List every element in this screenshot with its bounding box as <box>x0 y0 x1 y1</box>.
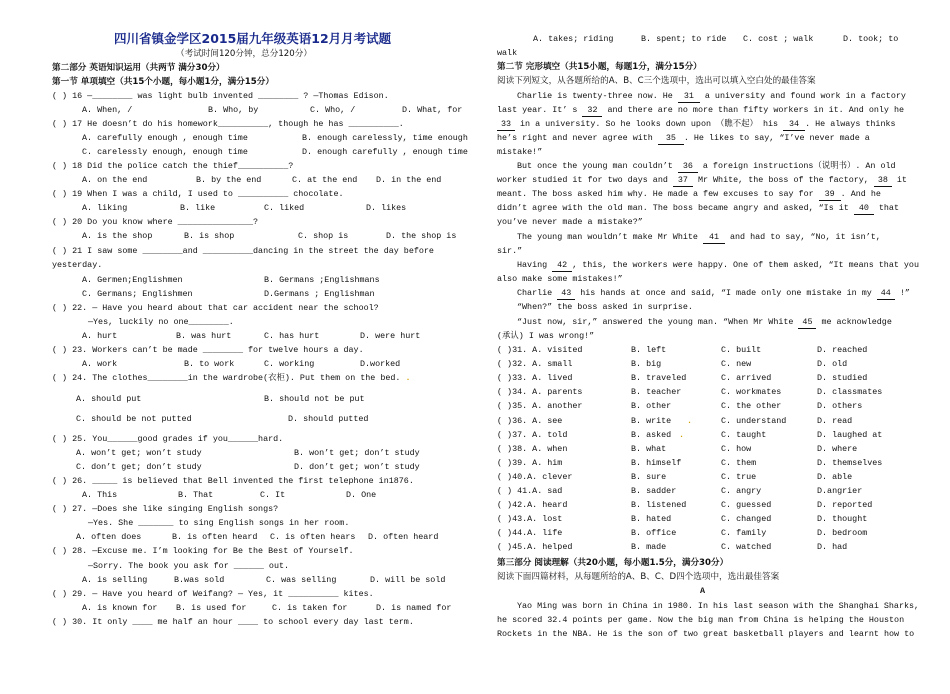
q18-option-d[interactable]: D. in the end <box>376 175 442 185</box>
q22-option-d[interactable]: D. were hurt <box>360 331 421 341</box>
q24-option-b[interactable]: B. should not be put <box>264 394 365 404</box>
part3-header: 第三部分 阅读理解（共20小题，每小题1.5分，满分30分） <box>497 558 729 568</box>
blank-37[interactable]: 37 <box>673 174 693 187</box>
cloze-line: mistake!” <box>497 147 543 157</box>
q30-stem: ( ) 30. It only ____ me half an hour ____ to school every day last term. <box>52 617 414 627</box>
q19-option-d[interactable]: D. likes <box>366 203 407 213</box>
exam-subtitle: （考试时间120分钟，总分120分） <box>176 49 312 59</box>
q25-option-a[interactable]: A. won’t get; won’t study <box>76 448 202 458</box>
cloze-option-d[interactable]: D. old <box>817 359 848 370</box>
cloze-option-c[interactable]: C. the other <box>721 401 782 412</box>
cloze-option-a[interactable]: ( )44.A. life <box>497 528 563 539</box>
passage-a-line: Rockets in the NBA. He is the son of two great basketball players and learnt how to <box>497 629 915 639</box>
q26-option-d[interactable]: D. One <box>346 490 377 500</box>
q25-option-b[interactable]: B. won’t get; don’t study <box>294 448 420 458</box>
cloze-option-a[interactable]: ( )34. A. parents <box>497 387 583 398</box>
q23-option-b[interactable]: B. to work <box>184 359 235 369</box>
q20-option-b[interactable]: B. is shop <box>184 231 235 241</box>
cloze-line: Charlie is twenty-three now. He 31 a university and found work in a factory <box>517 91 906 101</box>
q21-stem: ( ) 21 I saw some ________and __________dancing in the street the day before <box>52 246 434 256</box>
q23-option-c[interactable]: C. working <box>264 359 315 369</box>
cloze-option-d[interactable]: D. laughed at <box>817 429 883 440</box>
cloze-option-a[interactable]: ( )36. A. see <box>497 415 563 426</box>
q24-stem <box>52 372 411 384</box>
q29-option-b[interactable]: B. is used for <box>176 603 247 613</box>
cloze-option-b[interactable]: B. what <box>631 443 667 454</box>
cloze-option-c[interactable]: C. new <box>721 359 752 370</box>
q20-option-a[interactable]: A. is the shop <box>82 231 153 241</box>
q24-option-c[interactable]: C. should be not putted <box>76 414 192 424</box>
cloze-option-d[interactable]: D. reached <box>817 345 868 355</box>
cloze-instructions: 阅读下列短文，从各题所给的A、B、C三个选项中，选出可以填入空白处的最佳答案 <box>497 76 816 86</box>
passage-label: A <box>700 586 706 596</box>
blank-38[interactable]: 38 <box>874 174 892 187</box>
q24-stem-text: ( ) 24. The clothes________in the wardrobe(衣柜). Put them on the bed. <box>52 373 401 383</box>
q26-option-c[interactable]: C. It <box>260 490 286 500</box>
q29-option-a[interactable]: A. is known for <box>82 603 158 613</box>
cloze-option-b[interactable]: B. made <box>631 542 667 553</box>
cloze-line: Charlie 43 his hands at once and said, “I made only one mistake in my 44 !” <box>517 288 910 298</box>
q28-stem: ( ) 28. —Excuse me. I’m looking for Be the Best of Yourself. <box>52 546 354 556</box>
cloze-option-a[interactable]: ( )39. A. him <box>497 457 563 468</box>
q28-option-d[interactable]: D. will be sold <box>370 575 446 585</box>
q21-stem-cont: yesterday. <box>52 260 103 270</box>
q21-option-d[interactable]: D.Germans ; Englishman <box>264 289 375 299</box>
blank-31[interactable]: 31 <box>678 90 700 103</box>
cloze-option-b[interactable]: B. write <box>631 415 672 426</box>
q27-stem-cont: —Yes. She _______ to sing English songs in her room. <box>88 518 350 528</box>
cloze-line: 33 in a university. So he looks down upon （瞧不起） his 34 . He always thinks <box>497 118 896 131</box>
cloze-option-d[interactable]: D. studied <box>817 373 868 384</box>
passage-a-line: he scored 32.4 points per game. Now the big man from China is helping the Houston <box>497 615 905 625</box>
cloze-option-c[interactable]: C. how <box>721 443 752 454</box>
q16-option-b[interactable]: B. Who, by <box>208 105 259 115</box>
cloze-option-c[interactable]: C. built <box>721 345 762 355</box>
blank-41[interactable]: 41 <box>703 231 725 244</box>
part2-header: 第二部分 英语知识运用（共两节 满分30分） <box>52 63 225 73</box>
q30-option-d[interactable]: D. took; to <box>843 34 899 44</box>
blank-40[interactable]: 40 <box>854 202 874 215</box>
q18-stem: ( ) 18 Did the police catch the thief__________? <box>52 161 294 171</box>
dot-mark: . <box>405 373 411 383</box>
dot-mark: . <box>679 429 685 440</box>
page-title: 四川省镇金学区2015届九年级英语12月月考试题 <box>114 31 392 46</box>
cloze-option-d[interactable]: D. reported <box>817 500 873 511</box>
q30-option-c[interactable]: C. cost ; walk <box>743 34 814 44</box>
q18-option-c[interactable]: C. at the end <box>292 175 358 185</box>
cloze-option-a[interactable]: ( )32. A. small <box>497 359 573 370</box>
cloze-option-d[interactable]: D. had <box>817 542 848 553</box>
passage-a-line: Yao Ming was born in China in 1980. In his last season with the Shanghai Sharks, <box>517 601 920 611</box>
blank-45[interactable]: 45 <box>798 316 816 329</box>
q22-option-c[interactable]: C. has hurt <box>264 331 320 341</box>
q22-stem: ( ) 22. — Have you heard about that car accident near the school? <box>52 303 379 313</box>
q27-option-b[interactable]: B. is often heard <box>172 532 258 542</box>
cloze-option-c[interactable]: C. understand <box>721 415 787 426</box>
cloze-option-d[interactable]: D. themselves <box>817 457 883 468</box>
cloze-option-c[interactable]: C. them <box>721 457 757 468</box>
cloze-option-d[interactable]: D. classmates <box>817 387 883 398</box>
q27-option-c[interactable]: C. is often hears <box>270 532 356 542</box>
cloze-line: he’s right and never agree with 35 . He likes to say, “I’ve never made a <box>497 133 870 143</box>
cloze-line: The young man wouldn’t make Mr White 41 and had to say, “No, it isn’t, <box>517 232 881 242</box>
cloze-option-d[interactable]: D. thought <box>817 514 868 525</box>
q22-option-b[interactable]: B. was hurt <box>176 331 232 341</box>
blank-32[interactable]: 32 <box>582 104 602 117</box>
cloze-option-c[interactable]: C. true <box>721 471 757 482</box>
q25-option-d[interactable]: D. don’t get; won’t study <box>294 462 420 472</box>
q29-option-d[interactable]: D. is named for <box>376 603 452 613</box>
q26-option-b[interactable]: B. That <box>178 490 214 500</box>
cloze-option-b[interactable]: B. listened <box>631 500 687 511</box>
cloze-line: sir.” <box>497 246 523 256</box>
q17-option-c[interactable]: C. carelessly enough, enough time <box>82 147 248 157</box>
cloze-option-d[interactable]: D. able <box>817 471 853 482</box>
cloze-option-a[interactable]: ( )43.A. lost <box>497 514 563 525</box>
q25-option-c[interactable]: C. don’t get; don’t study <box>76 462 202 472</box>
q28-stem-cont: —Sorry. The book you ask for ______ out. <box>88 561 290 571</box>
q24-option-a[interactable]: A. should put <box>76 394 142 404</box>
cloze-option-b[interactable]: B. hated <box>631 514 672 525</box>
cloze-line: worker studied it for two days and 37 Mr White, the boss of the factory, 38 it <box>497 175 907 185</box>
cloze-option-b[interactable]: B. office <box>631 528 677 539</box>
q19-option-b[interactable]: B. like <box>180 203 216 213</box>
q24-option-d[interactable]: D. should putted <box>288 414 369 424</box>
cloze-option-c[interactable]: C. angry <box>721 486 762 496</box>
q19-option-a[interactable]: A. liking <box>82 203 128 213</box>
cloze-option-c[interactable]: C. taught <box>721 429 767 440</box>
q23-stem: ( ) 23. Workers can’t be made ________ for twelve hours a day. <box>52 345 364 355</box>
cloze-option-b[interactable]: B. asked <box>631 429 672 440</box>
cloze-line: “Just now, sir,” answered the young man. “When Mr White 45 me acknowledge <box>517 317 892 327</box>
q30-option-a[interactable]: A. takes; riding <box>533 34 614 44</box>
cloze-option-c[interactable]: C. workmates <box>721 387 782 398</box>
blank-34[interactable]: 34 <box>783 118 805 131</box>
cloze-line: also make some mistakes!” <box>497 274 623 284</box>
cloze-option-a[interactable]: ( )33. A. lived <box>497 373 573 384</box>
q21-option-a[interactable]: A. Germen;Englishmen <box>82 275 183 285</box>
cloze-option-a[interactable]: ( )38. A. when <box>497 443 568 454</box>
blank-43[interactable]: 43 <box>557 287 575 300</box>
q16-stem: ( ) 16 —________ was light bulb invented ________ ? —Thomas Edison. <box>52 91 389 101</box>
cloze-option-b[interactable]: B. teacher <box>631 387 682 398</box>
cloze-option-a[interactable]: ( )37. A. told <box>497 429 568 440</box>
q20-stem: ( ) 20 Do you know where _______________? <box>52 217 259 227</box>
blank-33[interactable]: 33 <box>497 118 515 131</box>
q20-option-d[interactable]: D. the shop is <box>386 231 457 241</box>
q28-option-a[interactable]: A. is selling <box>82 575 148 585</box>
reading-instructions: 阅读下面四篇材料，从每题所给的A、B、C、D四个选项中，选出最佳答案 <box>497 572 780 582</box>
cloze-option-a[interactable]: ( )35. A. another <box>497 401 583 412</box>
cloze-option-c[interactable]: C. guessed <box>721 500 772 511</box>
q21-option-b[interactable]: B. Germans ;Englishmans <box>264 275 380 285</box>
q27-option-a[interactable]: A. often does <box>76 532 142 542</box>
cloze-option-c[interactable]: C. changed <box>721 514 772 525</box>
cloze-option-b[interactable]: B. other <box>631 401 672 412</box>
cloze-option-c[interactable]: C. watched <box>721 542 772 553</box>
blank-42[interactable]: 42 <box>552 259 572 272</box>
cloze-line: Having 42 , this, the workers were happy. One of them asked, “It means that you <box>517 260 919 270</box>
q16-option-a[interactable]: A. When, / <box>82 105 133 115</box>
cloze-option-a[interactable]: ( )42.A. heard <box>497 500 568 511</box>
section1-header: 第一节 单项填空（共15个小题，每小题1分，满分15分） <box>52 77 274 87</box>
q19-option-c[interactable]: C. liked <box>264 203 305 213</box>
q26-stem: ( ) 26. _____ is believed that Bell invented the first telephone in1876. <box>52 476 414 486</box>
cloze-option-c[interactable]: C. family <box>721 528 767 539</box>
q28-option-c[interactable]: C. was selling <box>266 575 337 585</box>
cloze-option-a[interactable]: ( ) 41.A. sad <box>497 486 563 496</box>
q18-option-b[interactable]: B. by the end <box>196 175 262 185</box>
cloze-line: didn’t agree with the old man. The boss became angry and asked, “Is it 40 that <box>497 203 899 213</box>
cloze-option-c[interactable]: C. arrived <box>721 373 772 384</box>
q21-option-c[interactable]: C. Germans; Englishmen <box>82 289 193 299</box>
cloze-option-a[interactable]: ( )31. A. visited <box>497 345 583 355</box>
cloze-option-b[interactable]: B. traveled <box>631 373 687 384</box>
q27-option-d[interactable]: D. often heard <box>368 532 439 542</box>
dot-mark: . <box>687 415 693 426</box>
blank-36[interactable]: 36 <box>678 160 698 173</box>
q19-stem: ( ) 19 When I was a child, I used to __________ chocolate. <box>52 189 344 199</box>
cloze-line: you’ve never made a mistake?” <box>497 217 643 227</box>
cloze-option-d[interactable]: D. read <box>817 415 853 426</box>
cloze-option-b[interactable]: B. sure <box>631 471 667 482</box>
cloze-option-d[interactable]: D.angrier <box>817 486 863 496</box>
q29-stem: ( ) 29. — Have you heard of Weifang? — Yes, it __________ kites. <box>52 589 374 599</box>
q16-option-c[interactable]: C. Who, / <box>310 105 356 115</box>
cloze-option-d[interactable]: D. others <box>817 401 863 412</box>
q17-stem: ( ) 17 He doesn’t do his homework__________, though he has __________. <box>52 119 404 129</box>
q30-option-d-cont: walk <box>497 48 518 58</box>
cloze-line: “When?” the boss asked in surprise. <box>517 302 693 312</box>
cloze-option-b[interactable]: B. left <box>631 345 667 355</box>
cloze-line: But once the young man couldn’t 36 a foreign instructions（说明书）. An old <box>517 161 896 171</box>
cloze-option-a[interactable]: ( )40.A. clever <box>497 471 573 482</box>
q17-option-d[interactable]: D. enough carefully , enough time <box>302 147 468 157</box>
cloze-option-d[interactable]: D. bedroom <box>817 528 868 539</box>
q29-option-c[interactable]: C. is taken for <box>272 603 348 613</box>
q28-option-b[interactable]: B.was sold <box>174 575 225 585</box>
section2-header: 第二节 完形填空（共15小题，每题1分，满分15分） <box>497 62 702 72</box>
blank-44[interactable]: 44 <box>877 287 895 300</box>
q22-stem-cont: —Yes, luckily no one________. <box>88 317 234 327</box>
cloze-option-d[interactable]: D. where <box>817 443 858 454</box>
q18-option-a[interactable]: A. on the end <box>82 175 148 185</box>
blank-39[interactable]: 39 <box>819 188 841 201</box>
cloze-option-b[interactable]: B. big <box>631 359 662 370</box>
q26-option-a[interactable]: A. This <box>82 490 118 500</box>
q20-option-c[interactable]: C. shop is <box>298 231 349 241</box>
q17-option-b[interactable]: B. enough carelessly, time enough <box>302 133 468 143</box>
blank-35[interactable]: 35 <box>658 132 684 145</box>
q27-stem: ( ) 27. —Does she like singing English songs? <box>52 504 279 514</box>
cloze-option-b[interactable]: B. himself <box>631 457 682 468</box>
q23-option-d[interactable]: D.worked <box>360 359 401 369</box>
q17-option-a[interactable]: A. carefully enough , enough time <box>82 133 248 143</box>
cloze-option-a[interactable]: ( )45.A. helped <box>497 542 573 553</box>
cloze-line: (承认) I was wrong!” <box>497 331 595 341</box>
q30-option-b[interactable]: B. spent; to ride <box>641 34 727 44</box>
q22-option-a[interactable]: A. hurt <box>82 331 118 341</box>
cloze-option-b[interactable]: B. sadder <box>631 486 677 496</box>
q25-stem: ( ) 25. You______good grades if you______hard. <box>52 434 284 444</box>
cloze-line: last year. It’ s 32 and there are no more than fifty workers in it. And only he <box>497 105 905 115</box>
q23-option-a[interactable]: A. work <box>82 359 118 369</box>
cloze-line: meant. The boss asked him why. He made a few excuses to say for 39 . And he <box>497 189 881 199</box>
q16-option-d[interactable]: D. What, for <box>402 105 463 115</box>
